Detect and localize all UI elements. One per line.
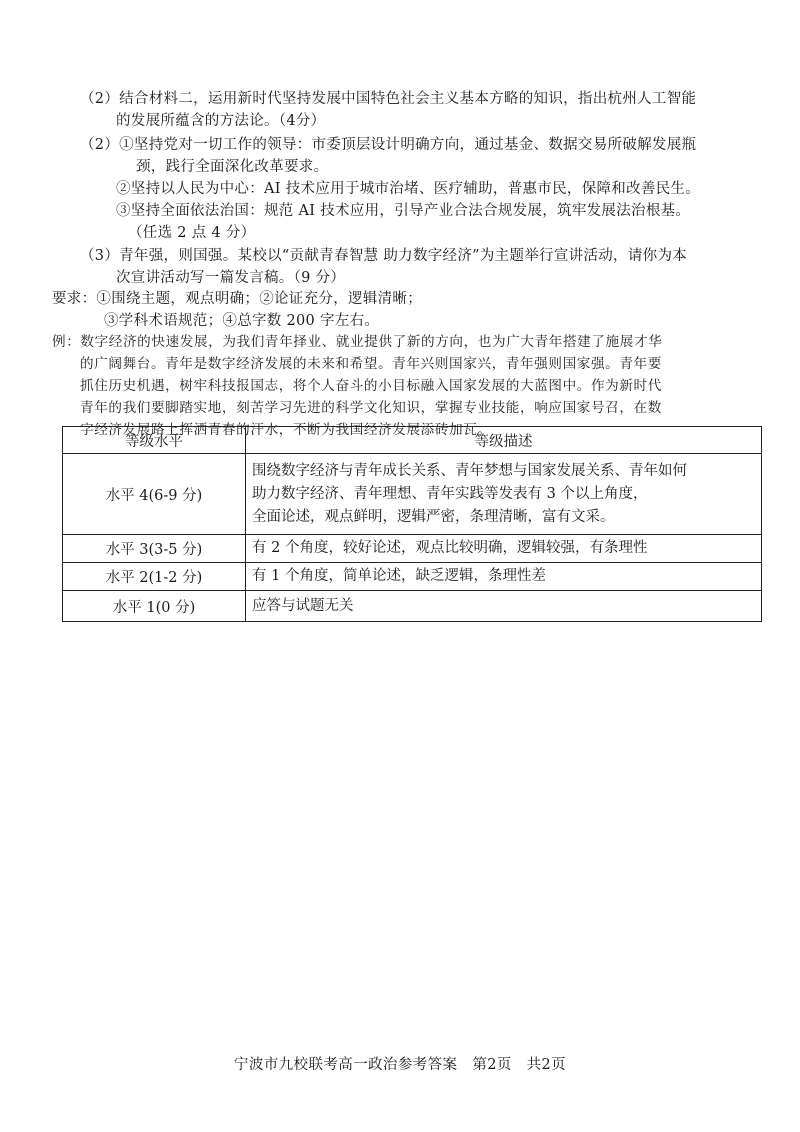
q3-question-line-2: 次宣讲活动写一篇发言稿。（9 分） (116, 270, 346, 286)
level-cell: 水平 4(6-9 分) (63, 454, 246, 535)
q3-requirement-line-1: 要求：①围绕主题，观点明确；②论证充分，逻辑清晰； (52, 291, 422, 307)
example-line-1: 例：数字经济的快速发展，为我们青年择业、就业提供了新的方向，也为广大青年搭建了施展才华 (52, 334, 663, 350)
description-cell: 有 2 个角度，较好论述，观点比较明确，逻辑较强，有条理性 (246, 535, 762, 563)
q2-answer-line-3: ②坚持以人民为中心：AI 技术应用于城市治堵、医疗辅助，普惠市民，保障和改善民生。 (116, 181, 701, 197)
level-cell: 水平 3(3-5 分) (63, 535, 246, 563)
q2-question-line-2: 的发展所蕴含的方法论。（4分） (116, 113, 326, 129)
table-row (63, 591, 762, 622)
table-header-row (63, 427, 762, 454)
description-line: 围绕数字经济与青年成长关系、青年梦想与国家发展关系、青年如何 (252, 462, 687, 479)
example-line-3: 抓住历史机遇，树牢科技报国志，将个人奋斗的小目标融入国家发展的大蓝图中。作为新时代 (80, 378, 662, 394)
example-line-4: 青年的我们要脚踏实地，刻苦学习先进的科学文化知识，掌握专业技能，响应国家号召，在数 (80, 400, 662, 416)
description-cell: 有 1 个角度，简单论述，缺乏逻辑，条理性差 (246, 563, 762, 591)
q2-answer-line-2: 颈，践行全面深化改革要求。 (136, 159, 329, 175)
header-level: 等级水平 (63, 427, 246, 454)
description-cell (246, 454, 762, 535)
example-line-2: 的广阔舞台。青年是数字经济发展的未来和希望。青年兴则国家兴，青年强则国家强。青年要 (80, 356, 662, 372)
q3-requirement-line-2: ③学科术语规范；④总字数 200 字左右。 (104, 313, 380, 329)
example-line-5: 字经济发展路上挥洒青春的汗水，不断为我国经济发展添砖加瓦。 (80, 422, 492, 438)
page-footer: 宁波市九校联考高一政治参考答案 第2页 共2页 (233, 1057, 567, 1073)
level-cell: 水平 1(0 分) (63, 591, 246, 622)
q2-question-line-1: （2）结合材料二，运用新时代坚持发展中国特色社会主义基本方略的知识，指出杭州人工智能 (80, 91, 697, 107)
q2-score-note: （任选 2 点 4 分） (128, 225, 256, 241)
table-row (63, 563, 762, 591)
q3-question-line-1: （3）青年强，则国强。某校以“贡献青春智慧 助力数字经济”为主题举行宣讲活动，请你为本 (80, 248, 688, 264)
header-description: 等级描述 (246, 427, 762, 454)
q2-answer-line-4: ③坚持全面依法治国：规范 AI 技术应用，引导产业合法合规发展，筑牢发展法治根基。 (116, 203, 691, 219)
q2-answer-line-1: （2）①坚持党对一切工作的领导：市委顶层设计明确方向，通过基金、数据交易所破解发展瓶 (80, 137, 697, 153)
grading-table (62, 426, 762, 622)
description-line: 全面论述，观点鲜明，逻辑严密，条理清晰，富有文采。 (252, 508, 615, 525)
level-cell: 水平 2(1-2 分) (63, 563, 246, 591)
description-line: 助力数字经济、青年理想、青年实践等发表有 3 个以上角度， (252, 485, 648, 502)
description-cell: 应答与试题无关 (246, 591, 762, 622)
table-row (63, 535, 762, 563)
table-row (63, 454, 762, 535)
